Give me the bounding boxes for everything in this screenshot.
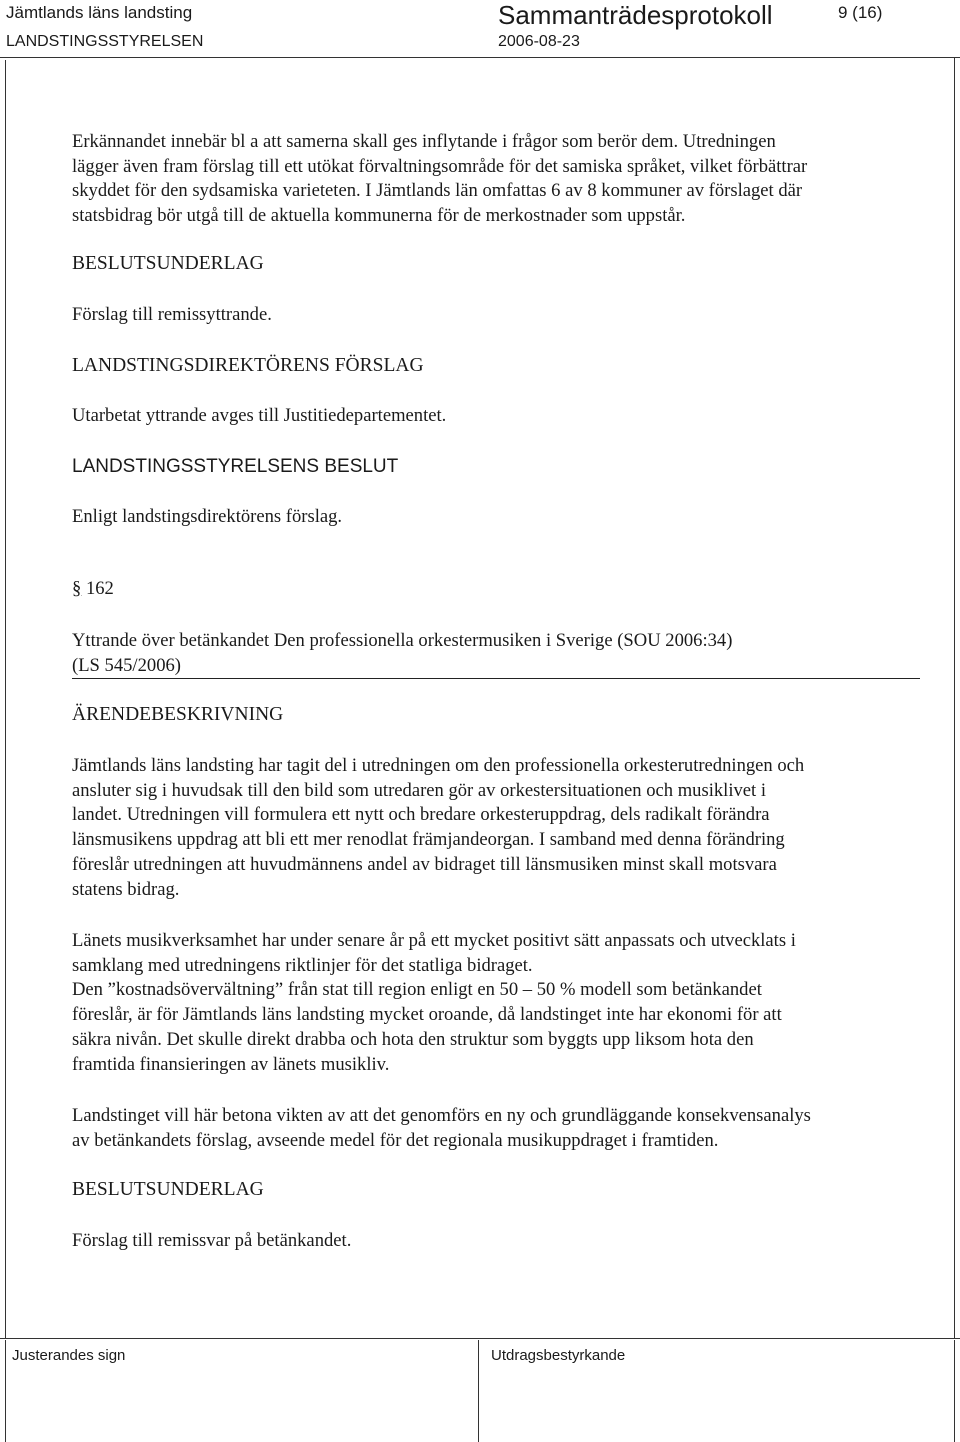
board-decision-text: Enligt landstingsdirektörens förslag. (72, 506, 343, 527)
footer-border-middle (478, 1340, 479, 1442)
matter-description-heading: ÄRENDEBESKRIVNING (72, 704, 284, 725)
basis-heading: BESLUTSUNDERLAG (72, 253, 264, 274)
description-paragraph-1 (72, 754, 932, 902)
page-border-left (5, 60, 6, 1338)
org-name: Jämtlands läns landsting (6, 3, 193, 22)
adjuster-signature-label: Justerandes sign (12, 1347, 126, 1364)
text-line: framtida finansieringen av länets musikliv. (72, 1053, 390, 1075)
text-line: statsbidrag bör utgå till de aktuella kommunerna för de merkostnader som uppstår. (72, 205, 686, 227)
extract-certification-label: Utdragsbestyrkande (491, 1347, 626, 1364)
intro-paragraph (72, 130, 932, 229)
text-line: av betänkandets förslag, avseende medel för det regionala musikuppdraget i framtiden. (72, 1129, 719, 1151)
text-line: föreslår, är för Jämtlands läns landsting mycket oroande, då landstinget inte har ekonomi för att (72, 1004, 782, 1026)
paragraph-sign: § (72, 578, 82, 599)
section-title-line-2: (LS 545/2006) (72, 655, 181, 676)
basis-heading-2: BESLUTSUNDERLAG (72, 1179, 264, 1200)
section-number (72, 578, 114, 600)
text-line: statens bidrag. (72, 878, 180, 900)
text-line: Länets musikverksamhet har under senare år på ett mycket positivt sätt anpassats och utvecklats i (72, 930, 796, 951)
text-line: skyddet för den sydsamiska varieteten. I Jämtlands län omfattas 6 av 8 kommuner av förslaget där (72, 180, 803, 202)
board-decision-heading: LANDSTINGSSTYRELSENS BESLUT (72, 456, 399, 477)
text-line: Den ”kostnadsövervältning” från stat till region enligt en 50 – 50 % modell som betänkandet (72, 979, 762, 1001)
description-paragraph-3 (72, 1104, 932, 1153)
section-number-value: 162 (85, 578, 114, 599)
section-title-line-1: Yttrande över betänkandet Den professionella orkestermusiken i Sverige (SOU 2006:34) (72, 630, 733, 651)
page-number: 9 (16) (838, 3, 883, 22)
footer-border-left (5, 1340, 6, 1442)
text-line: lägger även fram förslag till ett utökat förvaltningsområde för det samiska språket, vilket förbättrar (72, 155, 808, 177)
header-divider (0, 57, 960, 58)
basis-text: Förslag till remissyttrande. (72, 304, 272, 325)
description-paragraph-2 (72, 929, 932, 1077)
text-line: ansluter sig i huvudsak till den bild som utredaren gör av orkestersituationen och musiklivet i (72, 779, 767, 801)
text-line: samklang med utredningens riktlinjer för det statliga bidraget. (72, 954, 533, 976)
director-proposal-text: Utarbetat yttrande avges till Justitiedepartementet. (72, 405, 447, 426)
text-line: föreslår utredningen att huvudmännens andel av bidraget till länsmusiken minst skall motsvara (72, 853, 777, 875)
meeting-date: 2006-08-23 (498, 33, 580, 50)
title-underline (72, 678, 920, 679)
text-line: landet. Utredningen vill formulera ett nytt och bredare orkesteruppdrag, dels radikalt förändra (72, 804, 770, 826)
text-line: Erkännandet innebär bl a att samerna skall ges inflytande i frågor som berör dem. Utredningen (72, 131, 776, 152)
document-type-title: Sammanträdesprotokoll (498, 0, 773, 30)
board-name: LANDSTINGSSTYRELSEN (6, 33, 204, 50)
page-border-right (954, 58, 955, 1338)
footer-border-right (954, 1340, 955, 1442)
text-line: säkra nivån. Det skulle direkt drabba och hota den struktur som byggts upp liksom hota den (72, 1028, 754, 1050)
text-line: Landstinget vill här betona vikten av att det genomförs en ny och grundläggande konsekvensanalys (72, 1105, 811, 1126)
footer-divider (0, 1338, 960, 1339)
director-proposal-heading: LANDSTINGSDIREKTÖRENS FÖRSLAG (72, 355, 424, 376)
text-line: Jämtlands läns landsting har tagit del i utredningen om den professionella orkesterutredningen och (72, 755, 805, 776)
text-line: länsmusikens uppdrag att bli ett mer renodlat främjandeorgan. I samband med denna förändring (72, 829, 785, 851)
basis-text-2: Förslag till remissvar på betänkandet. (72, 1230, 352, 1251)
